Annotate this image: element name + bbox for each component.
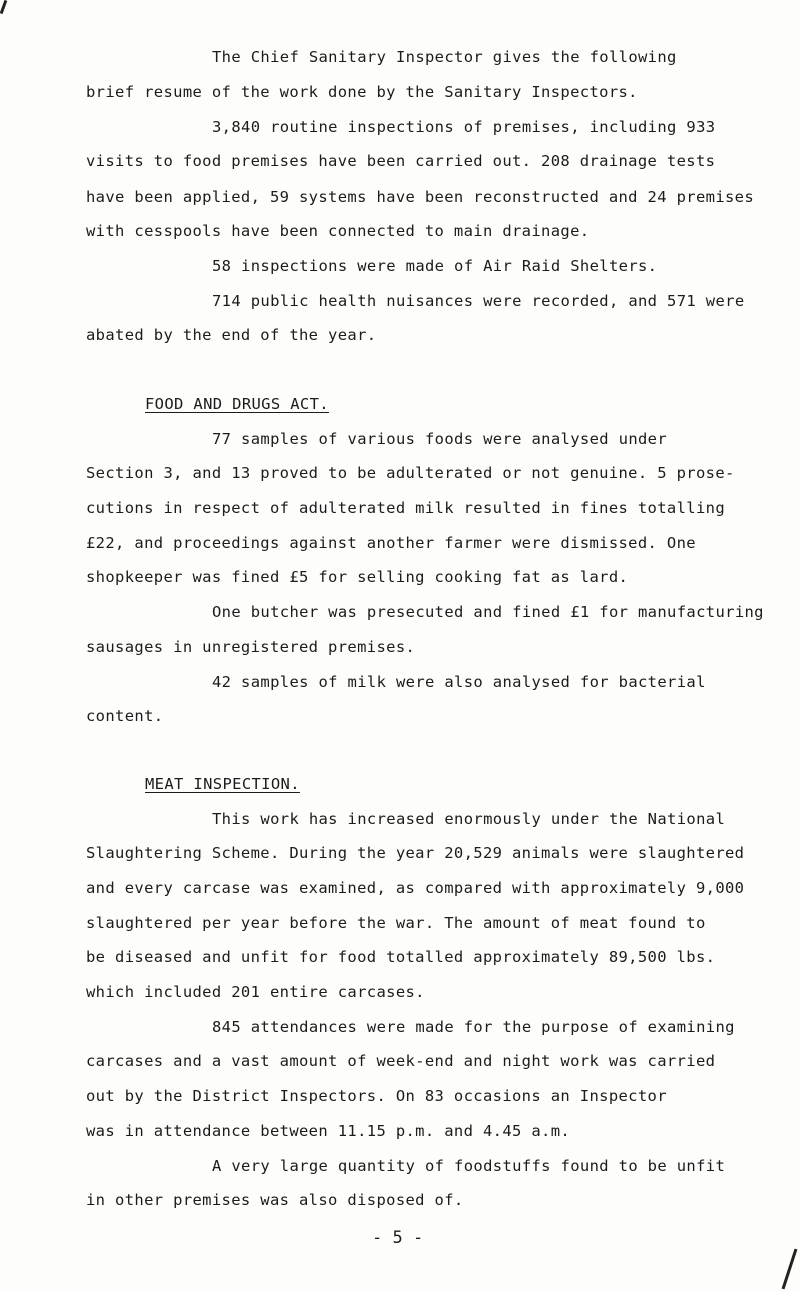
routine-line-1: 3,840 routine inspections of premises, including 933	[212, 118, 716, 136]
nuisances-line-2: abated by the end of the year.	[86, 326, 377, 344]
foodstuffs-line-1: A very large quantity of foodstuffs found to be unfit	[212, 1157, 726, 1175]
foodstuffs-line-2: in other premises was also disposed of.	[86, 1191, 464, 1209]
food-samples-line-2: Section 3, and 13 proved to be adulterated or not genuine. 5 prose-	[86, 464, 735, 482]
page-number: - 5 -	[372, 1228, 424, 1248]
shelters-line: 58 inspections were made of Air Raid Shelters.	[212, 257, 658, 275]
scheme-line-6: which included 201 entire carcases.	[86, 983, 425, 1001]
intro-line-1: The Chief Sanitary Inspector gives the following	[212, 48, 677, 66]
food-samples-line-5: shopkeeper was fined £5 for selling cooking fat as lard.	[86, 568, 629, 586]
routine-line-4: with cesspools have been connected to main drainage.	[86, 222, 590, 240]
attendances-line-1: 845 attendances were made for the purpose of examining	[212, 1018, 735, 1036]
food-samples-line-1: 77 samples of various foods were analysed under	[212, 430, 668, 448]
scheme-line-2: Slaughtering Scheme. During the year 20,529 animals were slaughtered	[86, 844, 745, 862]
attendances-line-3: out by the District Inspectors. On 83 occasions an Inspector	[86, 1087, 667, 1105]
butcher-line-2: sausages in unregistered premises.	[86, 638, 416, 656]
milk-line-1: 42 samples of milk were also analysed for bacterial	[212, 673, 706, 691]
routine-line-2: visits to food premises have been carried out. 208 drainage tests	[86, 152, 716, 170]
nuisances-line-1: 714 public health nuisances were recorded, and 571 were	[212, 292, 745, 310]
scheme-line-4: slaughtered per year before the war. The amount of meat found to	[86, 914, 706, 932]
scheme-line-1: This work has increased enormously under the National	[212, 810, 726, 828]
butcher-line-1: One butcher was presecuted and fined £1 for manufacturing	[212, 603, 764, 621]
meat-inspection-heading: MEAT INSPECTION.	[145, 775, 300, 793]
routine-line-3: have been applied, 59 systems have been reconstructed and 24 premises	[86, 188, 755, 206]
food-samples-line-4: £22, and proceedings against another farmer were dismissed. One	[86, 534, 696, 552]
scheme-line-3: and every carcase was examined, as compared with approximately 9,000	[86, 879, 745, 897]
food-samples-line-3: cutions in respect of adulterated milk resulted in fines totalling	[86, 499, 725, 517]
food-drugs-heading: FOOD AND DRUGS ACT.	[145, 395, 329, 413]
scan-mark-top-left	[0, 0, 7, 14]
attendances-line-2: carcases and a vast amount of week-end and night work was carried	[86, 1052, 716, 1070]
scheme-line-5: be diseased and unfit for food totalled approximately 89,500 lbs.	[86, 948, 716, 966]
scan-mark-bottom-right	[782, 1249, 798, 1290]
intro-line-2: brief resume of the work done by the Sanitary Inspectors.	[86, 83, 638, 101]
milk-line-2: content.	[86, 707, 164, 725]
attendances-line-4: was in attendance between 11.15 p.m. and 4.45 a.m.	[86, 1122, 571, 1140]
